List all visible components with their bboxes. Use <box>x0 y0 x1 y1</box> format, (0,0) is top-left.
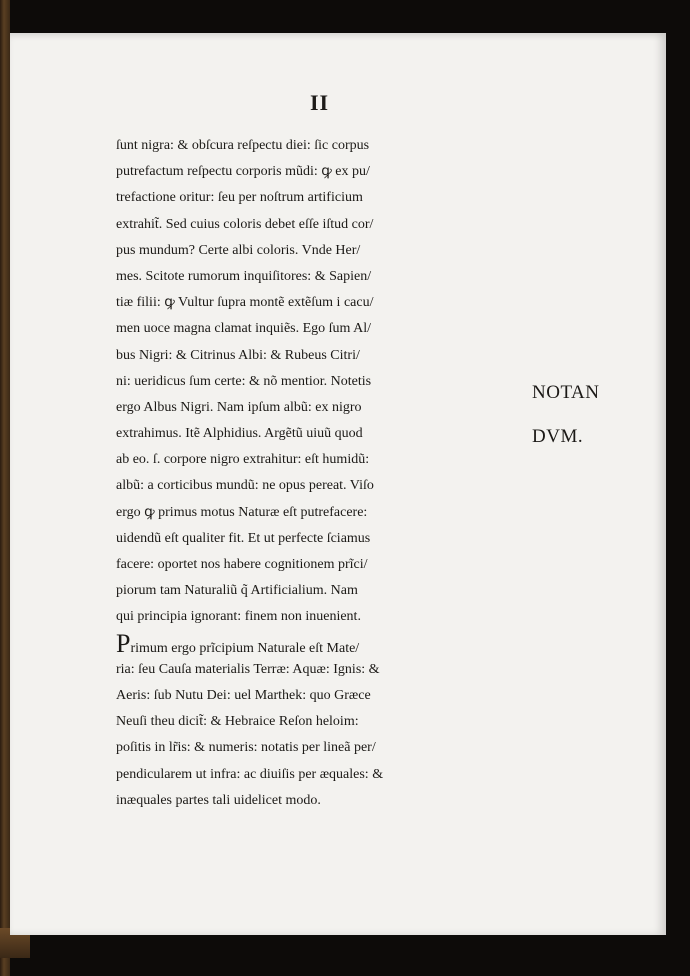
text-line: men uoce magna clamat inquiẽs. Ego ſum Al/ <box>116 321 372 337</box>
text-line: poſitis in lr̃is: & numeris: notatis per lineã per/ <box>116 740 376 756</box>
text-line: pendicularem ut infra: ac diuiſis per æquales: & <box>116 766 384 782</box>
text-line: trefactione oritur: ſeu per noſtrum artificium <box>116 190 363 206</box>
text-line: mes. Scitote rumorum inquiſitores: & Sapien/ <box>116 268 372 284</box>
text-line: putrefactum reſpectu corporis mũdi: ꝙ ex pu/ <box>116 164 370 180</box>
text-line: ergo Albus Nigri. Nam ipſum albũ: ex nigro <box>116 399 362 415</box>
text-line: ſunt nigra: & obſcura reſpectu diei: ſic corpus <box>116 138 370 153</box>
book-page <box>10 33 666 935</box>
text-line: pus mundum? Certe albi coloris. Vnde Her/ <box>116 242 361 258</box>
text-line: inæquales partes tali uidelicet modo. <box>116 792 321 808</box>
text-line: Neuſi theu dicit̃: & Hebraice Reſon heloim: <box>116 714 359 730</box>
body-text <box>116 133 536 814</box>
text-line: albũ: a corticibus mundũ: ne opus pereat. Viſo <box>116 478 374 494</box>
text-line: qui principia ignorant: finem non inuenient. <box>116 609 361 625</box>
text-line: extrahit̃. Sed cuius coloris debet eſſe iſtud cor/ <box>116 216 374 232</box>
text-line: ria: ſeu Cauſa materialis Terræ: Aquæ: Ignis: & <box>116 661 380 677</box>
text-line: bus Nigri: & Citrinus Albi: & Rubeus Citri/ <box>116 347 360 363</box>
text-line: uidendũ eſt qualiter fit. Et ut perfecte ſciamus <box>116 530 371 546</box>
text-line: facere: oportet nos habere cognitionem prĩci/ <box>116 557 368 572</box>
text-line: extrahimus. Itẽ Alphidius. Argẽtũ uiuũ quod <box>116 426 363 442</box>
text-line: piorum tam Naturaliũ q̃ Artificialium. Nam <box>116 583 358 599</box>
text-line: ergo ꝙ primus motus Naturæ eſt putrefacere: <box>116 504 368 520</box>
text-line: Primum ergo prĩcipium Naturale eſt Mate/ <box>116 628 360 658</box>
book-binding-edge <box>0 0 10 976</box>
text-line: Aeris: ſub Nutu Dei: uel Marthek: quo Græce <box>116 687 371 703</box>
page-number: II <box>310 90 330 115</box>
margin-note: NOTAN <box>532 382 600 403</box>
text-line: tiæ filii: ꝙ Vultur ſupra montẽ extẽſum i cacu/ <box>116 295 374 311</box>
margin-note: DVM. <box>532 426 584 447</box>
text-line: ab eo. ſ. corpore nigro extrahitur: eſt humidũ: <box>116 452 370 468</box>
text-line: ni: ueridicus ſum certe: & nõ mentior. Notetis <box>116 373 372 389</box>
